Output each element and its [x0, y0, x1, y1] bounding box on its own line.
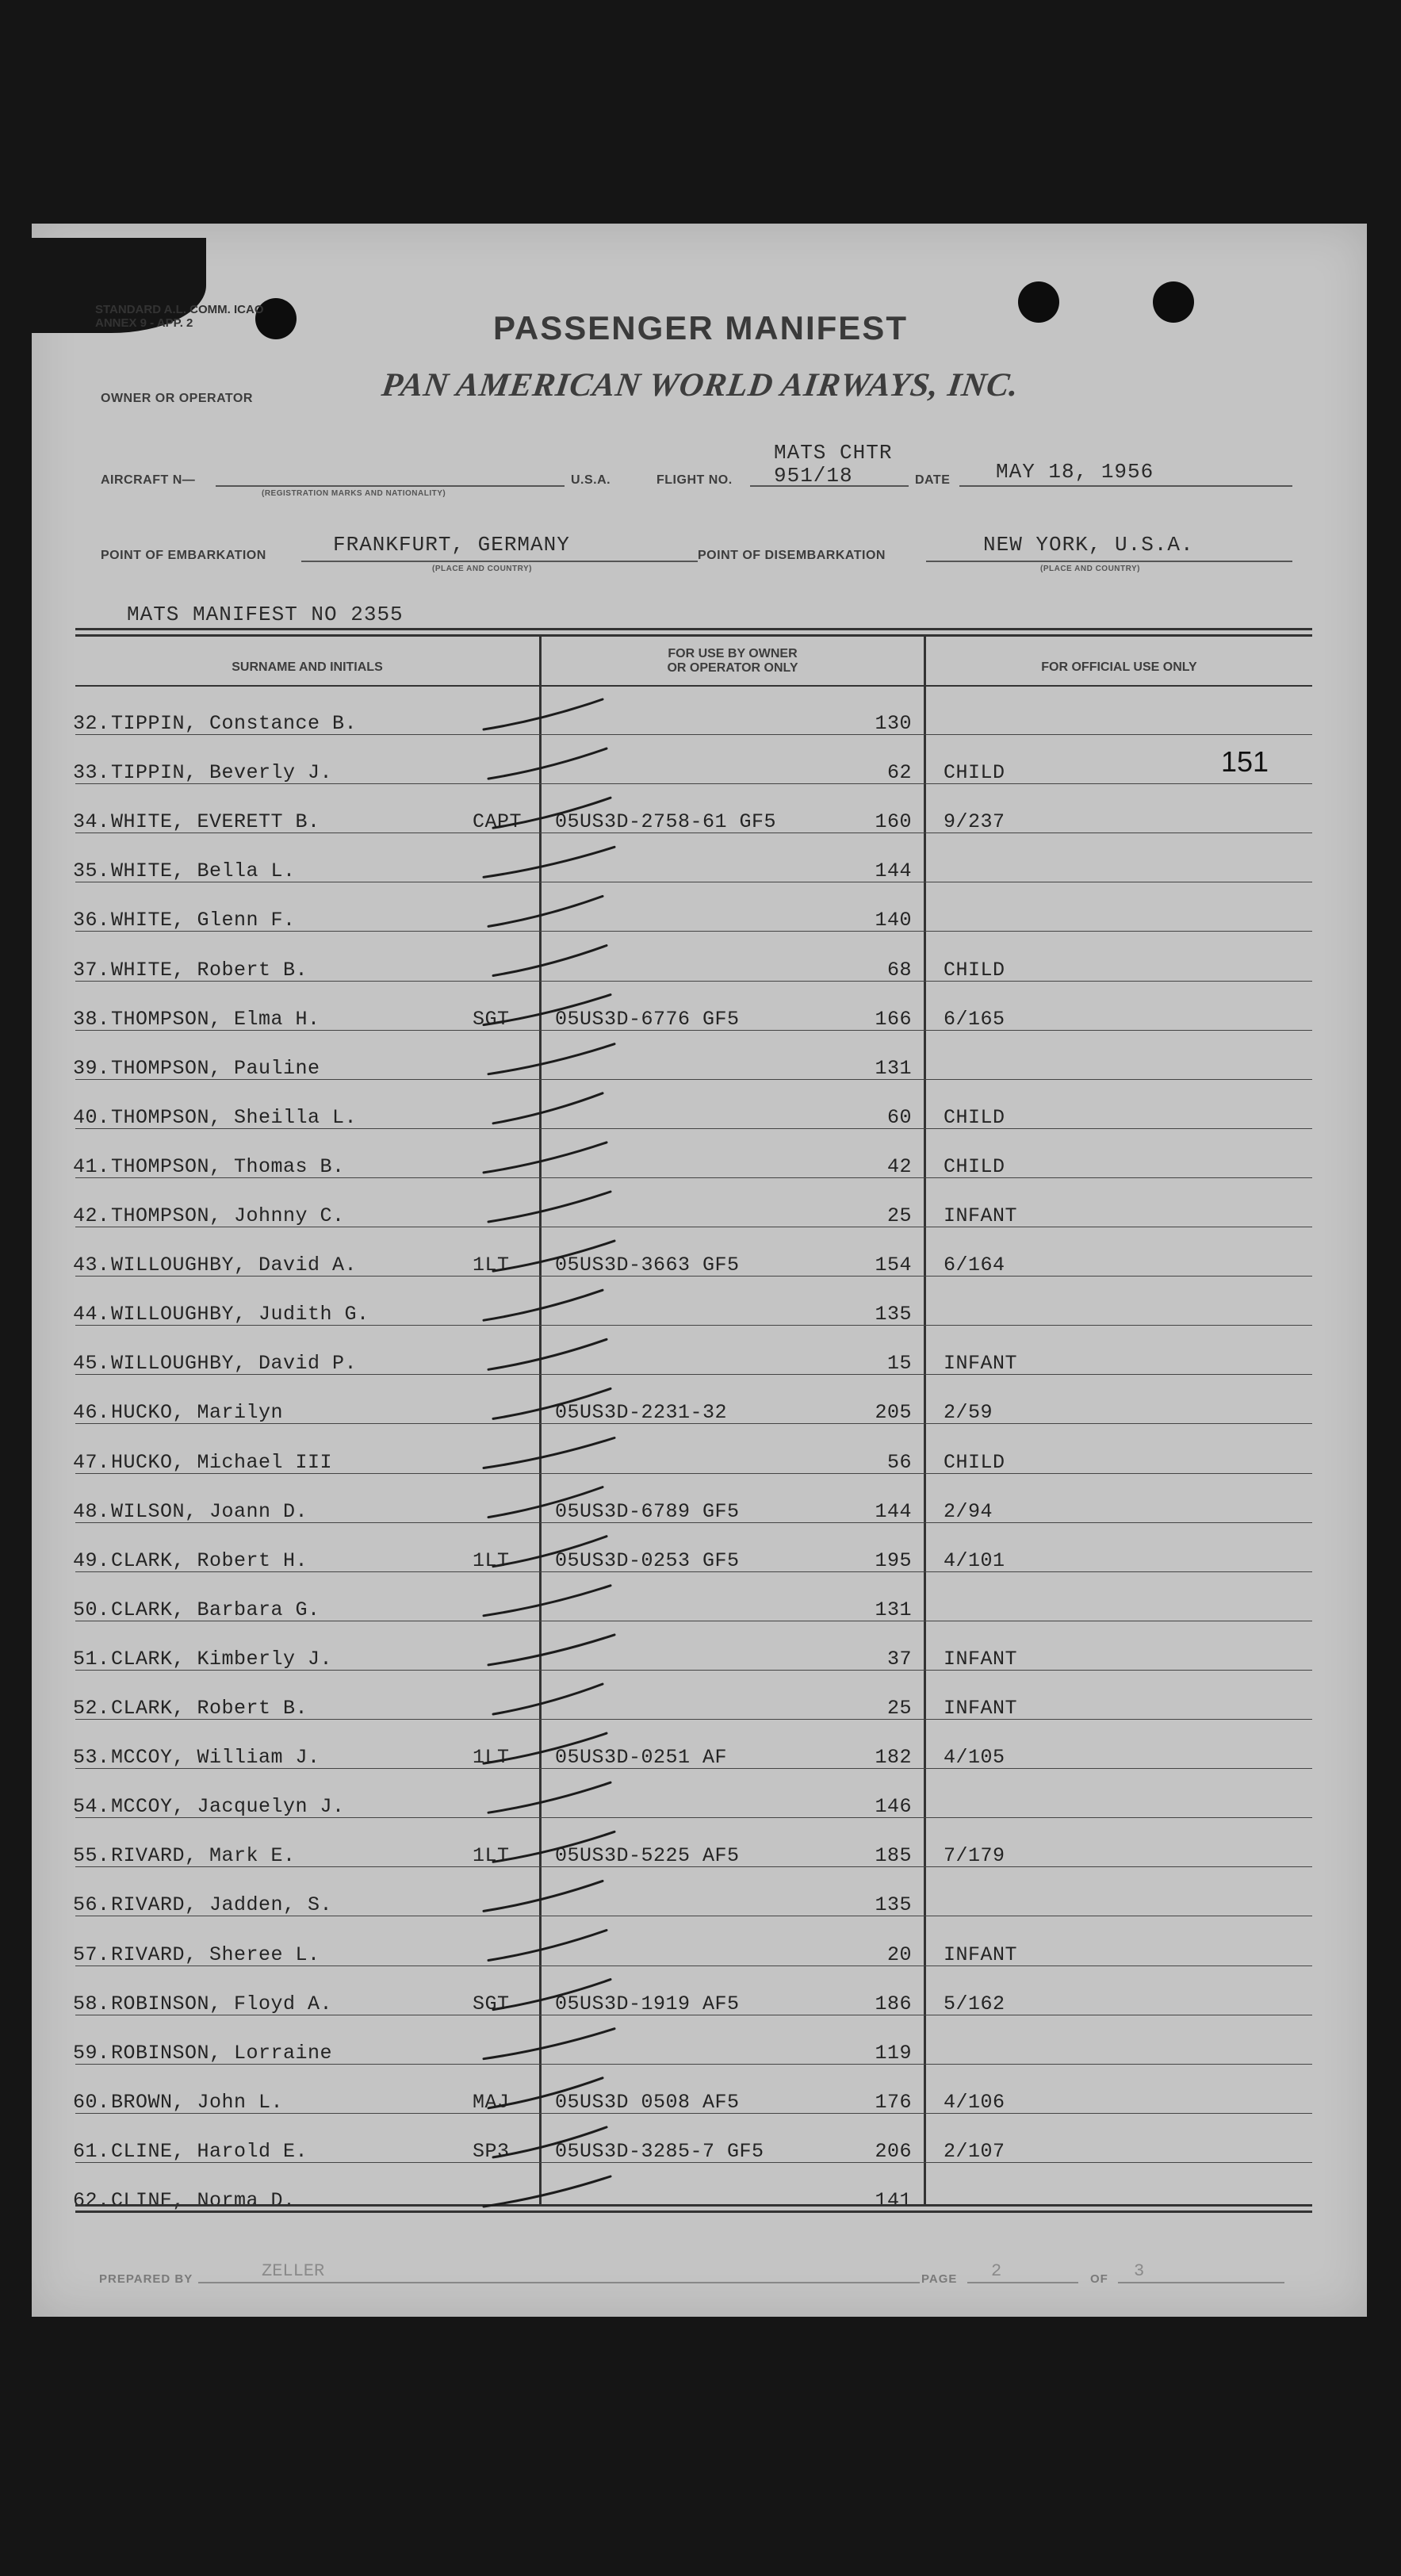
of-underline — [1118, 2282, 1284, 2283]
check-stroke — [488, 1635, 614, 1665]
disembarkation-value: NEW YORK, U.S.A. — [983, 533, 1194, 557]
passenger-weight: 42 — [886, 1155, 912, 1178]
official-note: 6/165 — [944, 1008, 1005, 1031]
passenger-weight: 205 — [875, 1401, 912, 1424]
passenger-name: CLINE, Norma D. — [111, 2189, 296, 2212]
flight-date: MAY 18, 1956 — [996, 460, 1154, 484]
passenger-weight: 182 — [875, 1746, 912, 1769]
prepared-by-value: ZELLER — [262, 2261, 325, 2281]
passenger-name: HUCKO, Marilyn — [111, 1401, 284, 1424]
passenger-name: WHITE, Glenn F. — [111, 909, 296, 932]
passenger-rank: SGT — [473, 1008, 510, 1031]
row-number: 38. — [73, 1008, 110, 1031]
row-number: 34. — [73, 810, 110, 833]
check-stroke — [488, 1339, 607, 1369]
column-header-owner-use-1: FOR USE BY OWNER — [668, 647, 798, 660]
passenger-code: 05US3D-1919 AF5 — [555, 1992, 740, 2015]
passenger-weight: 166 — [875, 1008, 912, 1031]
passenger-weight: 119 — [875, 2042, 912, 2065]
passenger-name: RIVARD, Sheree L. — [111, 1943, 320, 1966]
row-number: 33. — [73, 761, 110, 784]
row-number: 54. — [73, 1795, 110, 1818]
official-note: INFANT — [944, 1204, 1018, 1227]
flight-label: FLIGHT NO. — [656, 473, 733, 487]
passenger-name: WHITE, EVERETT B. — [111, 810, 320, 833]
row-number: 47. — [73, 1451, 110, 1474]
passenger-name: THOMPSON, Thomas B. — [111, 1155, 345, 1178]
passenger-weight: 154 — [875, 1254, 912, 1277]
check-stroke — [484, 847, 614, 877]
page-value: 2 — [991, 2261, 1002, 2281]
check-stroke — [488, 896, 603, 926]
passenger-name: CLARK, Robert H. — [111, 1549, 308, 1572]
passenger-name: WILLOUGHBY, David P. — [111, 1352, 358, 1375]
passenger-rank: 1LT — [473, 1254, 510, 1277]
disembarkation-caption: (PLACE AND COUNTRY) — [1040, 565, 1140, 573]
official-note: INFANT — [944, 1943, 1018, 1966]
mats-manifest-number: MATS MANIFEST NO 2355 — [127, 603, 404, 626]
column-header-surname: SURNAME AND INITIALS — [232, 660, 383, 674]
passenger-name: THOMPSON, Sheilla L. — [111, 1106, 358, 1129]
form-reference-note: STANDARD A.L. COMM. ICAO ANNEX 9 - APP. 2 — [95, 303, 264, 330]
passenger-name: THOMPSON, Elma H. — [111, 1008, 320, 1031]
passenger-code: 05US3D-3285-7 GF5 — [555, 2140, 764, 2163]
passenger-name: MCCOY, William J. — [111, 1746, 320, 1769]
date-label: DATE — [915, 473, 951, 487]
passenger-name: MCCOY, Jacquelyn J. — [111, 1795, 345, 1818]
disembarkation-label: POINT OF DISEMBARKATION — [698, 549, 886, 562]
margin-page-number: 151 — [1221, 745, 1269, 778]
passenger-code: 05US3D-2231-32 — [555, 1401, 728, 1424]
passenger-weight: 25 — [886, 1204, 912, 1227]
check-stroke — [493, 1093, 603, 1123]
passenger-rank: 1LT — [473, 1549, 510, 1572]
row-number: 60. — [73, 2091, 110, 2114]
embarkation-value: FRANKFURT, GERMANY — [333, 533, 570, 557]
row-number: 58. — [73, 1992, 110, 2015]
row-number: 57. — [73, 1943, 110, 1966]
passenger-name: TIPPIN, Constance B. — [111, 712, 358, 735]
passenger-code: 05US3D-6776 GF5 — [555, 1008, 740, 1031]
check-stroke — [493, 1388, 611, 1418]
row-number: 50. — [73, 1598, 110, 1621]
official-note: 2/94 — [944, 1500, 993, 1523]
official-note: 6/164 — [944, 1254, 1005, 1277]
row-number: 49. — [73, 1549, 110, 1572]
official-note: 5/162 — [944, 1992, 1005, 2015]
check-stroke — [493, 798, 611, 828]
document-title: PASSENGER MANIFEST — [493, 309, 908, 346]
check-stroke — [484, 699, 603, 729]
flight-charter: MATS CHTR — [774, 441, 893, 465]
row-number: 37. — [73, 959, 110, 982]
row-number: 39. — [73, 1057, 110, 1080]
passenger-weight: 146 — [875, 1795, 912, 1818]
passenger-weight: 68 — [886, 959, 912, 982]
passenger-name: THOMPSON, Pauline — [111, 1057, 320, 1080]
check-stroke — [484, 1881, 603, 1911]
embarkation-label: POINT OF EMBARKATION — [101, 549, 266, 562]
passenger-code: 05US3D-0253 GF5 — [555, 1549, 740, 1572]
check-stroke — [488, 1044, 614, 1074]
passenger-weight: 195 — [875, 1549, 912, 1572]
passenger-weight: 15 — [886, 1352, 912, 1375]
check-stroke — [493, 1832, 614, 1862]
passenger-name: ROBINSON, Lorraine — [111, 2042, 333, 2065]
row-number: 56. — [73, 1893, 110, 1916]
check-stroke — [493, 1241, 614, 1271]
check-stroke — [493, 946, 607, 976]
row-number: 48. — [73, 1500, 110, 1523]
official-note: CHILD — [944, 959, 1005, 982]
aircraft-label: AIRCRAFT N— — [101, 473, 196, 487]
official-note: 4/101 — [944, 1549, 1005, 1572]
passenger-name: RIVARD, Mark E. — [111, 1844, 296, 1867]
passenger-name: WILLOUGHBY, David A. — [111, 1254, 358, 1277]
passenger-weight: 186 — [875, 1992, 912, 2015]
row-number: 40. — [73, 1106, 110, 1129]
passenger-code: 05US3D-6789 GF5 — [555, 1500, 740, 1523]
check-stroke — [488, 1931, 607, 1961]
row-number: 45. — [73, 1352, 110, 1375]
passenger-weight: 141 — [875, 2189, 912, 2212]
row-number: 61. — [73, 2140, 110, 2163]
row-number: 32. — [73, 712, 110, 735]
prepared-by-label: PREPARED BY — [99, 2272, 193, 2286]
page-underline — [967, 2282, 1078, 2283]
passenger-rank: CAPT — [473, 810, 523, 833]
passenger-code: 05US3D-3663 GF5 — [555, 1254, 740, 1277]
passenger-name: TIPPIN, Beverly J. — [111, 761, 333, 784]
check-stroke — [484, 1586, 611, 1616]
registration-caption: (REGISTRATION MARKS AND NATIONALITY) — [262, 489, 446, 498]
passenger-weight: 62 — [886, 761, 912, 784]
passenger-name: ROBINSON, Floyd A. — [111, 1992, 333, 2015]
official-note: CHILD — [944, 761, 1005, 784]
check-stroke — [488, 1782, 611, 1812]
official-note: 7/179 — [944, 1844, 1005, 1867]
check-stroke — [484, 1143, 607, 1173]
passenger-weight: 56 — [886, 1451, 912, 1474]
row-number: 44. — [73, 1303, 110, 1326]
official-note: CHILD — [944, 1106, 1005, 1129]
passenger-name: RIVARD, Jadden, S. — [111, 1893, 333, 1916]
passenger-weight: 60 — [886, 1106, 912, 1129]
check-stroke — [488, 748, 607, 779]
of-label: OF — [1090, 2272, 1108, 2286]
embarkation-caption: (PLACE AND COUNTRY) — [432, 565, 532, 573]
of-value: 3 — [1134, 2261, 1145, 2281]
official-note: 2/59 — [944, 1401, 993, 1424]
passenger-name: BROWN, John L. — [111, 2091, 284, 2114]
official-note: INFANT — [944, 1352, 1018, 1375]
flight-number: 951/18 — [774, 464, 853, 488]
official-note: 9/237 — [944, 810, 1005, 833]
check-stroke — [493, 2127, 607, 2157]
passenger-weight: 135 — [875, 1303, 912, 1326]
passenger-code: 05US3D-0251 AF — [555, 1746, 728, 1769]
passenger-weight: 144 — [875, 1500, 912, 1523]
check-stroke — [484, 2176, 611, 2207]
column-header-owner-use-2: OR OPERATOR ONLY — [667, 661, 798, 675]
row-number: 53. — [73, 1746, 110, 1769]
page-label: PAGE — [921, 2272, 958, 2286]
passenger-name: WILLOUGHBY, Judith G. — [111, 1303, 369, 1326]
check-stroke — [484, 1438, 614, 1468]
check-stroke — [484, 1733, 607, 1763]
passenger-name: WILSON, Joann D. — [111, 1500, 308, 1523]
passenger-weight: 160 — [875, 810, 912, 833]
official-note: CHILD — [944, 1155, 1005, 1178]
passenger-weight: 140 — [875, 909, 912, 932]
check-stroke — [493, 1537, 607, 1567]
column-header-official: FOR OFFICIAL USE ONLY — [1041, 660, 1197, 674]
passenger-rank: 1LT — [473, 1746, 510, 1769]
row-number: 59. — [73, 2042, 110, 2065]
passenger-code: 05US3D 0508 AF5 — [555, 2091, 740, 2114]
row-number: 51. — [73, 1648, 110, 1671]
check-stroke — [493, 1980, 611, 2010]
passenger-weight: 25 — [886, 1697, 912, 1720]
check-stroke — [484, 995, 611, 1025]
usa-label: U.S.A. — [571, 473, 611, 487]
passenger-name: CLARK, Robert B. — [111, 1697, 308, 1720]
official-note: INFANT — [944, 1697, 1018, 1720]
row-number: 36. — [73, 909, 110, 932]
row-number: 35. — [73, 859, 110, 882]
passenger-weight: 206 — [875, 2140, 912, 2163]
passenger-weight: 135 — [875, 1893, 912, 1916]
passenger-weight: 20 — [886, 1943, 912, 1966]
row-number: 46. — [73, 1401, 110, 1424]
passenger-name: CLINE, Harold E. — [111, 2140, 308, 2163]
passenger-rank: SGT — [473, 1992, 510, 2015]
check-stroke — [488, 1192, 611, 1222]
row-number: 55. — [73, 1844, 110, 1867]
check-stroke — [484, 1290, 603, 1320]
passenger-code: 05US3D-2758-61 GF5 — [555, 810, 777, 833]
row-number: 43. — [73, 1254, 110, 1277]
official-note: CHILD — [944, 1451, 1005, 1474]
passenger-name: WHITE, Robert B. — [111, 959, 308, 982]
official-note: INFANT — [944, 1648, 1018, 1671]
passenger-weight: 144 — [875, 859, 912, 882]
passenger-code: 05US3D-5225 AF5 — [555, 1844, 740, 1867]
passenger-weight: 131 — [875, 1598, 912, 1621]
passenger-name: CLARK, Kimberly J. — [111, 1648, 333, 1671]
passenger-name: CLARK, Barbara G. — [111, 1598, 320, 1621]
passenger-name: THOMPSON, Johnny C. — [111, 1204, 345, 1227]
owner-operator-label: OWNER OR OPERATOR — [101, 392, 253, 405]
passenger-weight: 176 — [875, 2091, 912, 2114]
airline-name: PAN AMERICAN WORLD AIRWAYS, INC. — [379, 367, 1022, 404]
check-stroke — [493, 1684, 603, 1714]
passenger-name: WHITE, Bella L. — [111, 859, 296, 882]
official-note: 2/107 — [944, 2140, 1005, 2163]
official-note: 4/105 — [944, 1746, 1005, 1769]
row-number: 52. — [73, 1697, 110, 1720]
passenger-rank: SP3 — [473, 2140, 510, 2163]
official-note: 4/106 — [944, 2091, 1005, 2114]
passenger-rank: MAJ — [473, 2091, 510, 2114]
row-number: 41. — [73, 1155, 110, 1178]
row-number: 62. — [73, 2189, 110, 2212]
passenger-rank: 1LT — [473, 1844, 510, 1867]
passenger-weight: 185 — [875, 1844, 912, 1867]
passenger-weight: 131 — [875, 1057, 912, 1080]
prepared-by-underline — [198, 2282, 920, 2283]
check-stroke — [484, 2029, 614, 2059]
check-stroke — [488, 2078, 603, 2108]
check-stroke — [488, 1487, 603, 1518]
row-number: 42. — [73, 1204, 110, 1227]
passenger-name: HUCKO, Michael III — [111, 1451, 333, 1474]
passenger-weight: 37 — [886, 1648, 912, 1671]
passenger-weight: 130 — [875, 712, 912, 735]
